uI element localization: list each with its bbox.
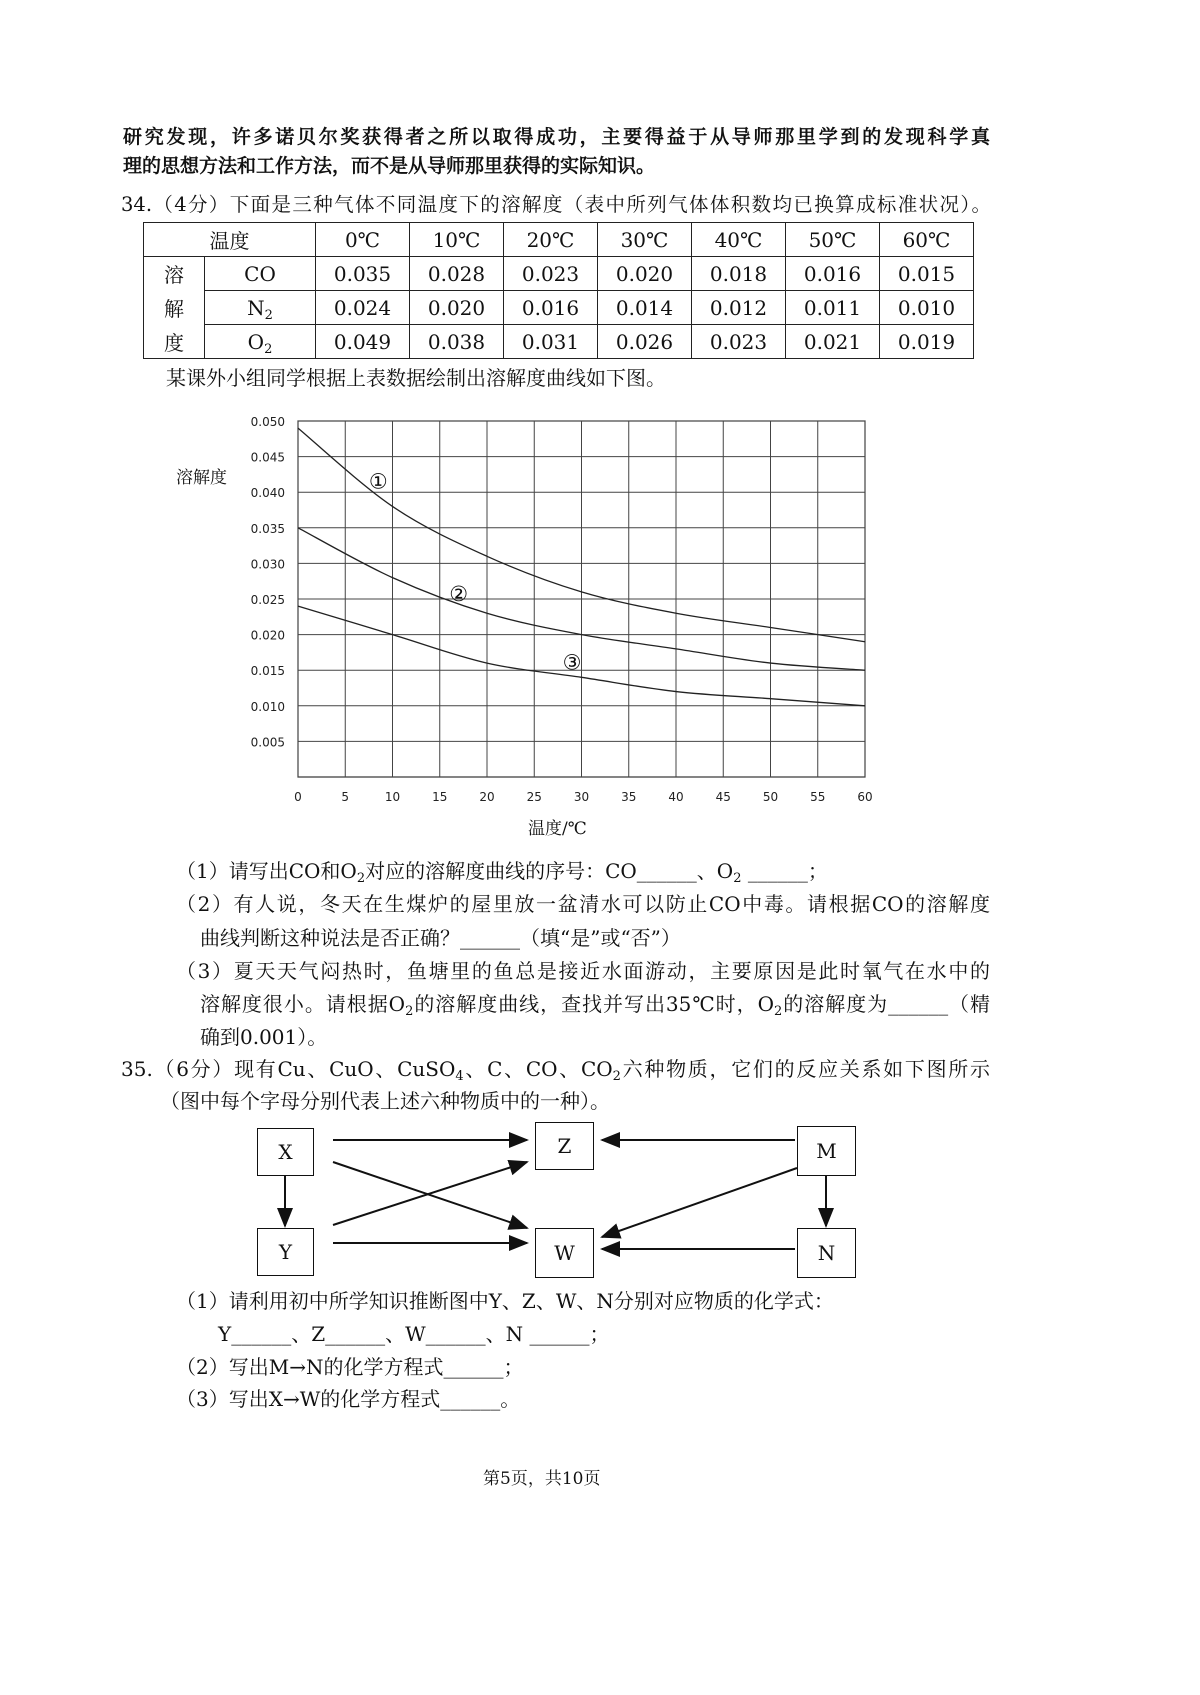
subscript: 2 — [264, 307, 273, 323]
solubility-value: 0.018 — [692, 257, 786, 291]
text: 对应的溶解度曲线的序号：CO______、O — [365, 859, 734, 883]
header-temp: 30℃ — [598, 223, 692, 257]
solubility-value: 0.049 — [316, 325, 410, 359]
intro-line-2: 理的思想方法和工作方法，而不是从导师那里获得的实际知识。 — [123, 155, 656, 177]
x-tick-label: 40 — [668, 790, 684, 804]
x-tick-label: 20 — [479, 790, 495, 804]
y-tick-label: 0.050 — [250, 415, 285, 429]
gas-formula: N — [247, 295, 265, 320]
solubility-value: 0.010 — [880, 291, 974, 325]
x-tick-label: 55 — [810, 790, 826, 804]
x-tick-label: 10 — [384, 790, 401, 804]
solubility-value: 0.011 — [786, 291, 880, 325]
y-tick-label: 0.015 — [250, 664, 285, 679]
text: ______； — [741, 859, 828, 883]
q34-title: 34.（4分）下面是三种气体不同温度下的溶解度（表中所列气体体积数均已换算成标准状况）。 — [121, 193, 991, 216]
solubility-value: 0.016 — [504, 291, 598, 325]
solubility-value: 0.038 — [410, 325, 504, 359]
solubility-value: 0.031 — [504, 325, 598, 359]
x-tick-label: 60 — [857, 790, 873, 804]
question-35-1a: （1）请利用初中所学知识推断图中Y、Z、W、N分别对应物质的化学式： — [176, 1289, 834, 1313]
header-temp: 0℃ — [316, 223, 410, 257]
arrow-m-to-w — [602, 1168, 797, 1237]
header-temp: 60℃ — [880, 223, 974, 257]
header-temp: 10℃ — [410, 223, 504, 257]
curve-label: ① — [368, 469, 388, 494]
solubility-value: 0.019 — [880, 325, 974, 359]
x-tick-label: 25 — [526, 790, 542, 804]
box-n: N — [797, 1228, 856, 1278]
subscript: 2 — [733, 871, 742, 886]
box-y: Y — [257, 1228, 314, 1276]
x-axis-label: 温度/℃ — [528, 819, 587, 839]
subscript: 2 — [264, 341, 273, 357]
x-tick-label: 35 — [621, 790, 637, 804]
y-tick-label: 0.045 — [250, 450, 285, 465]
solubility-value: 0.028 — [410, 257, 504, 291]
y-tick-label: 0.005 — [250, 735, 285, 750]
box-m: M — [797, 1126, 856, 1176]
question-34-2b: 曲线判断这种说法是否正确？______（填“是”或“否”） — [200, 926, 681, 950]
solubility-value: 0.020 — [410, 291, 504, 325]
subscript: 2 — [356, 871, 366, 886]
chart-intro: 某课外小组同学根据上表数据绘制出溶解度曲线如下图。 — [166, 366, 666, 390]
intro-line-1: 研究发现，许多诺贝尔奖获得者之所以取得成功，主要得益于从导师那里学到的发现科学真 — [123, 126, 990, 148]
box-z: Z — [535, 1122, 594, 1170]
text: （1）请写出CO和O — [176, 859, 357, 883]
question-35-2: （2）写出M→N的化学方程式______； — [176, 1355, 524, 1379]
solubility-value: 0.021 — [786, 325, 880, 359]
question-34-3a: （3）夏天天气闷热时，鱼塘里的鱼总是接近水面游动，主要原因是此时氧气在水中的 — [176, 959, 990, 983]
y-tick-label: 0.010 — [250, 699, 285, 714]
solubility-value: 0.015 — [880, 257, 974, 291]
solubility-value: 0.012 — [692, 291, 786, 325]
y-axis-label: 溶解度 — [176, 468, 227, 488]
subscript: 4 — [455, 1069, 464, 1084]
row-group-label: 溶 — [144, 257, 205, 291]
solubility-value: 0.035 — [316, 257, 410, 291]
text: 35.（6分）现有Cu、CuO、CuSO — [121, 1057, 456, 1081]
solubility-value: 0.023 — [692, 325, 786, 359]
solubility-value: 0.026 — [598, 325, 692, 359]
x-tick-label: 30 — [573, 790, 590, 804]
question-35-3: （3）写出X→W的化学方程式______。 — [176, 1387, 521, 1411]
x-tick-label: 15 — [432, 790, 448, 804]
text: 的溶解度曲线，查找并写出35℃时，O — [413, 992, 774, 1016]
y-tick-label: 0.030 — [250, 557, 285, 572]
curve-label: ② — [449, 582, 469, 607]
x-tick-label: 0 — [294, 790, 302, 804]
subscript: 2 — [612, 1069, 621, 1084]
question-34-3c: 确到0.001）。 — [200, 1025, 328, 1049]
text: 、C、CO、CO — [463, 1057, 613, 1081]
subscript: 2 — [405, 1004, 414, 1019]
y-tick-label: 0.035 — [250, 521, 285, 536]
question-34-2a: （2）有人说，冬天在生煤炉的屋里放一盆清水可以防止CO中毒。请根据CO的溶解度 — [176, 892, 990, 916]
row-group-label: 解 — [144, 291, 205, 325]
solubility-value: 0.023 — [504, 257, 598, 291]
row-group-label: 度 — [144, 325, 205, 359]
solubility-value: 0.024 — [316, 291, 410, 325]
text: 的溶解度为______（精 — [782, 992, 991, 1016]
header-temp: 20℃ — [504, 223, 598, 257]
solubility-value: 0.020 — [598, 257, 692, 291]
header-temp: 40℃ — [692, 223, 786, 257]
curve-label: ③ — [562, 650, 582, 675]
y-tick-label: 0.020 — [250, 628, 285, 643]
gas-formula: CO — [244, 261, 276, 286]
gas-formula: O — [247, 329, 265, 354]
header-temp: 50℃ — [786, 223, 880, 257]
x-tick-label: 5 — [341, 790, 350, 804]
text: 溶解度很小。请根据O — [200, 992, 406, 1016]
solubility-value: 0.014 — [598, 291, 692, 325]
q35-title-2: （图中每个字母分别代表上述六种物质中的一种）。 — [160, 1089, 610, 1113]
question-35-1b: Y______、Z______、W______、N ______； — [218, 1322, 610, 1346]
y-tick-label: 0.025 — [250, 593, 285, 607]
x-tick-label: 50 — [762, 790, 779, 804]
header-temperature: 温度 — [144, 223, 316, 257]
y-tick-label: 0.040 — [250, 486, 285, 501]
page-footer: 第5页，共10页 — [483, 1469, 601, 1489]
solubility-value: 0.016 — [786, 257, 880, 291]
box-w: W — [535, 1228, 594, 1278]
box-x: X — [257, 1128, 314, 1176]
x-tick-label: 45 — [715, 790, 731, 804]
text: 六种物质，它们的反应关系如下图所示 — [620, 1057, 991, 1081]
subscript: 2 — [774, 1004, 783, 1019]
